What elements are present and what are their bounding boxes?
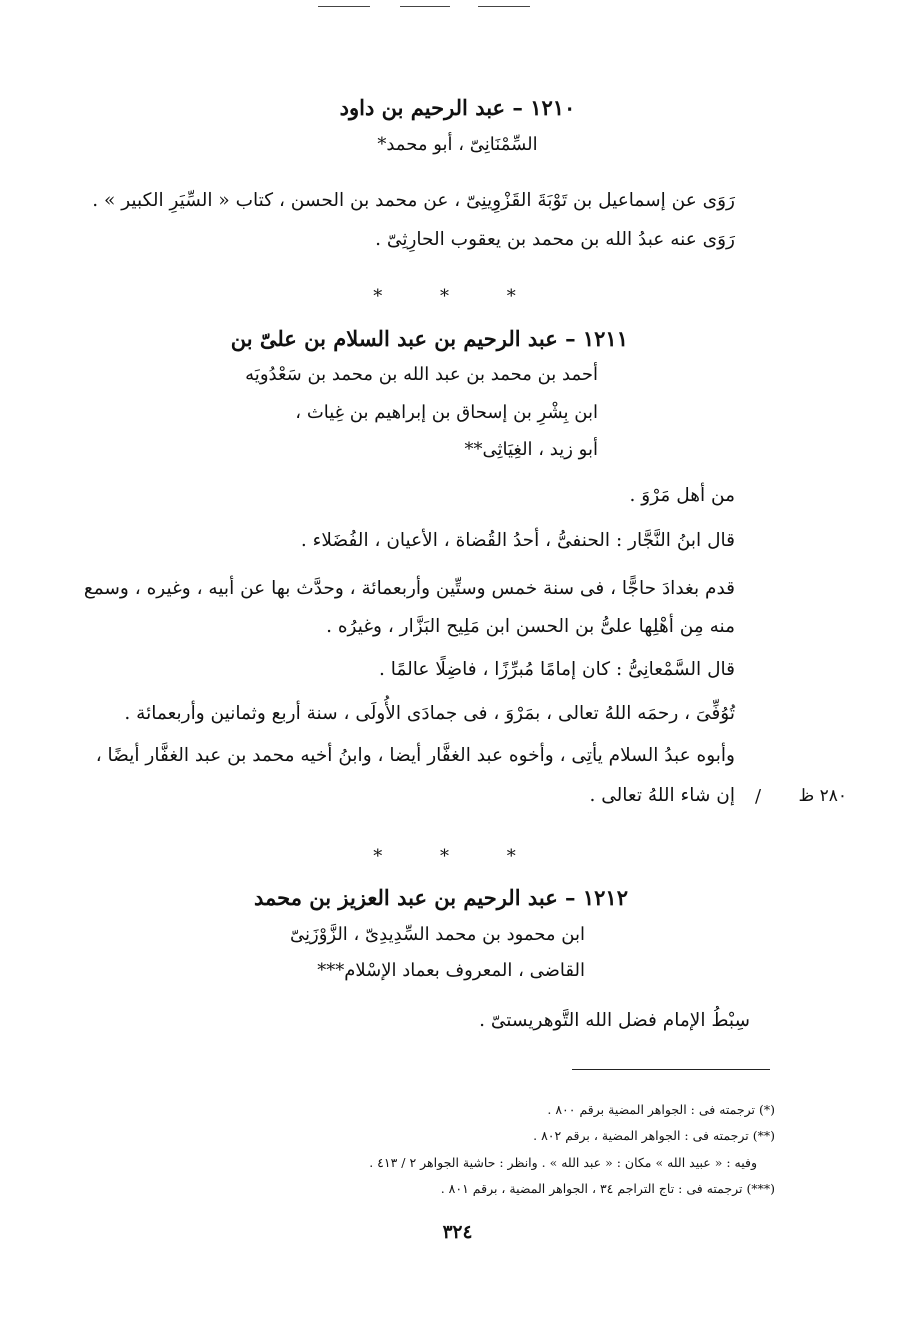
entry-body-line: تُوُفِّىَ ، رحمَه اللهُ تعالى ، بمَرْوَ ، فى جمادَى الأُولَى ، سنة أربع وثمانين وأربعمائة . <box>124 703 735 724</box>
entry-body-line: رَوَى عنه عبدُ الله بن محمد بن يعقوب الحارِثِىّ . <box>375 229 735 250</box>
entry-body-line: سِبْطُ الإمام فضل الله التَّوهريستىّ . <box>479 1010 750 1031</box>
page-number: ٣٢٤ <box>442 1222 473 1243</box>
entry-body-line: وأبوه عبدُ السلام يأتِى ، وأخوه عبد الغفَّار أيضا ، وابنُ أخيه محمد بن عبد الغفَّار أيضًا ، <box>95 745 735 766</box>
margin-slash: / <box>755 786 762 807</box>
footnote: (***) ترجمته فى : تاج التراجم ٣٤ ، الجواهر المضية ، برقم ٨٠١ . <box>440 1181 775 1196</box>
entry-heading: ١٢١٠ – عبد الرحيم بن داود <box>339 95 576 120</box>
entry-body-line: إن شاء اللهُ تعالى . <box>589 785 735 806</box>
entry-body-line: قال ابنُ النَّجَّار : الحنفىُّ ، أحدُ القُضاة ، الأعيان ، الفُضَلاء . <box>300 530 735 551</box>
section-separator: * * * <box>373 846 542 867</box>
footnote: وفيه : « عبيد الله » مكان : « عبد الله » . وانظر : حاشية الجواهر ٢ / ٤١٣ . <box>369 1155 757 1170</box>
entry-subheading: أبو زيد ، الغِيَاثِى** <box>464 439 598 460</box>
entry-body-line: رَوَى عن إسماعيل بن تَوْبَةَ القَزْوِينِىّ ، عن محمد بن الحسن ، كتاب « السِّيَرِ الكبير » . <box>92 190 735 211</box>
footnote: (*) ترجمته فى : الجواهر المضية برقم ٨٠٠ . <box>547 1102 775 1117</box>
section-separator: * * * <box>373 286 542 307</box>
entry-subheading: السِّمْنَانِىّ ، أبو محمد* <box>377 134 538 155</box>
entry-body-line: قال السَّمْعانِىُّ : كان إمامًا مُبرِّزًا ، فاضِلًا عالمًا . <box>379 659 735 680</box>
entry-body-line: قدم بغدادَ حاجًّا ، فى سنة خمس وستِّين وأربعمائة ، وحدَّث بها عن أبيه ، وغيره ، وسمع <box>83 578 735 599</box>
entry-subheading: ابن محمود بن محمد السِّدِيدِىّ ، الزَّوْزَنِىّ <box>289 924 585 945</box>
footnote-rule <box>572 1069 770 1070</box>
entry-heading: ١٢١٢ – عبد الرحيم بن عبد العزيز بن محمد <box>253 885 628 910</box>
top-rule <box>478 6 530 7</box>
entry-body-line: من أهل مَرْوَ . <box>629 485 735 506</box>
margin-folio-reference: ٢٨٠ ظ <box>798 786 847 806</box>
entry-subheading: القاضى ، المعروف بعماد الإسْلام*** <box>317 960 585 981</box>
entry-subheading: أحمد بن محمد بن عبد الله بن محمد بن سَعْدُويَه <box>245 364 598 385</box>
footnote: (**) ترجمته فى : الجواهر المضية ، برقم ٨٠٢ . <box>533 1128 775 1143</box>
entry-heading: ١٢١١ – عبد الرحيم بن عبد السلام بن علىّ بن <box>230 326 628 351</box>
top-rule <box>318 6 370 7</box>
entry-body-line: منه مِن أهْلِها علىُّ بن الحسن ابن مَلِيح البَزَّار ، وغيرُه . <box>326 616 735 637</box>
entry-subheading: ابن بِشْرِ بن إسحاق بن إبراهيم بن غِياث ، <box>295 402 598 423</box>
top-rule <box>400 6 450 7</box>
